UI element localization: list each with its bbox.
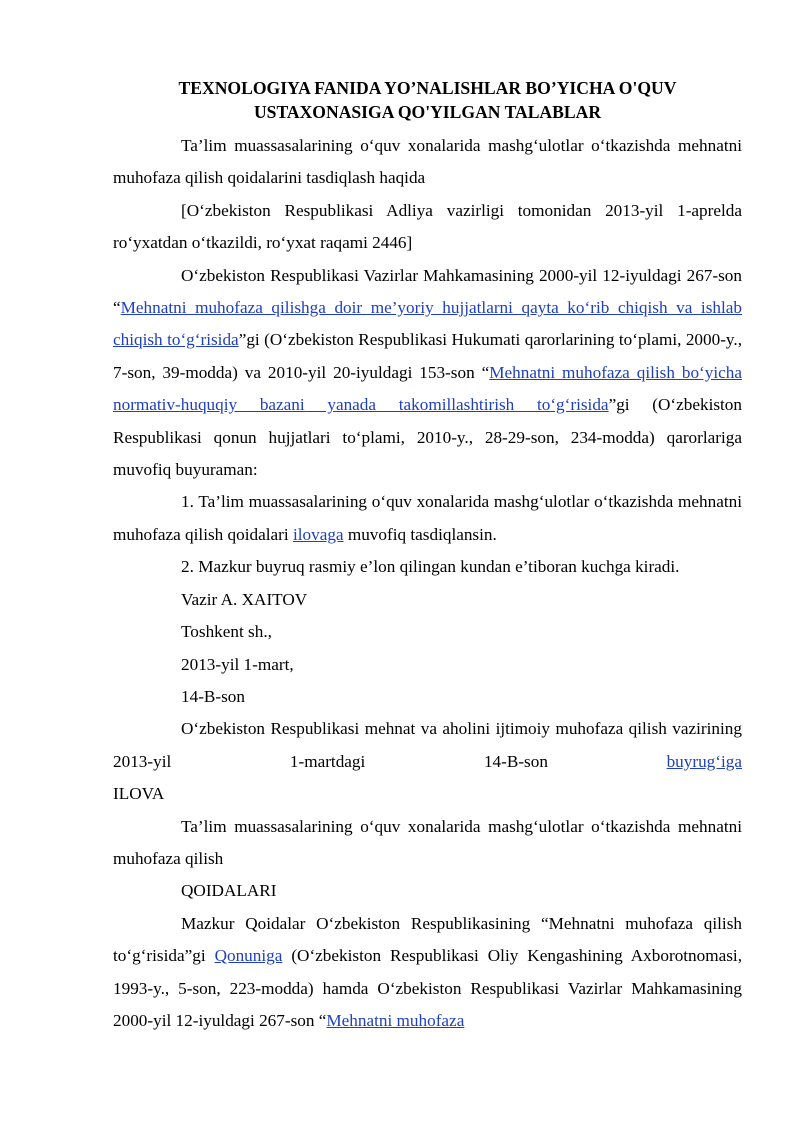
- appendix-ref-text: O‘zbekiston Respublikasi mehnat va aholini ijtimoiy muhofaza qilish vazirining 2013-yil 1-martdagi 14-B-son: [113, 719, 742, 771]
- paragraph-registration: [O‘zbekiston Respublikasi Adliya vazirligi tomonidan 2013-yil 1-aprelda ro‘yxatdan o‘tkazildi, ro‘yxat raqami 2446]: [113, 200, 742, 253]
- order-1-text-b: muvofiq tasdiqlansin.: [343, 524, 497, 544]
- basis-text-c: ”gi (O‘zbekiston Respublikasi qonun hujjatlari to‘plami, 2010-y., 28-29-son, 234-modda) qarorlariga muvofiq buyuraman:: [113, 395, 742, 480]
- link-law[interactable]: Qonuniga: [214, 946, 283, 966]
- paragraph-subject: Ta’lim muassasalarining o‘quv xonalarida mashg‘ulotlar o‘tkazishda mehnatni muhofaza qilish qoidalarini tasdiqlash haqida: [113, 136, 742, 188]
- signature-number: 14-B-son: [181, 686, 245, 706]
- title-line-1: TEXNOLOGIYA FANIDA YO’NALISHLAR BO’YICHA O'QUV: [178, 78, 677, 98]
- basis-text-a: O‘zbekiston Respublikasi Vazirlar Mahkamasining 2000-yil 12-iyuldagi 267-son “: [113, 265, 742, 318]
- link-resolution-267[interactable]: Mehnatni muhofaza qilishga doir me’yoriy hujjatlarni qayta ko‘rib chiqish va ishlab chiqish to‘g‘risida: [113, 298, 742, 350]
- paragraph-basis: [113, 260, 742, 487]
- paragraph-appendix-ref: [113, 713, 742, 778]
- basis-text-b: ”gi (O‘zbekiston Respublikasi Hukumati qarorlarining to‘plami, 2000-y., 7-son, 39-modda) va 2010-yil 20-iyuldagi 153-son “: [113, 330, 742, 382]
- paragraph-rules-intro: [113, 908, 742, 1038]
- paragraph-rules-subject: Ta’lim muassasalarining o‘quv xonalarida mashg‘ulotlar o‘tkazishda mehnatni muhofaza qilish: [113, 816, 742, 868]
- rules-intro-text-b: (O‘zbekiston Respublikasi Oliy Kengashining Axborotnomasi, 1993-y., 5-son, 223-modda) hamda O‘zbekiston Respublikasi Vazirlar Mahkamasining 2000-yil 12-iyuldagi 267-son “: [113, 946, 743, 1030]
- title-line-2: USTAXONASIGA QO'YILGAN TALABLAR: [253, 102, 602, 122]
- order-1-text-a: 1. Ta’lim muassasalarining o‘quv xonalarida mashg‘ulotlar o‘tkazishda mehnatni muhofaza qilish qoidalari: [113, 492, 742, 544]
- link-appendix[interactable]: ilovaga: [292, 524, 344, 544]
- link-order[interactable]: buyrug‘iga: [666, 751, 742, 771]
- rules-intro-text-a: Mazkur Qoidalar O‘zbekiston Respublikasining “Mehnatni muhofaza qilish to‘g‘risida”gi: [113, 913, 742, 966]
- paragraph-order-2: 2. Mazkur buyruq rasmiy e’lon qilingan kundan e’tiboran kuchga kiradi.: [181, 557, 680, 577]
- link-resolution-267-second[interactable]: Mehnatni muhofaza: [326, 1010, 465, 1030]
- link-resolution-153[interactable]: Mehnatni muhofaza qilish bo‘yicha normativ-huquqiy bazani yanada takomillashtirish to‘g‘risida: [113, 362, 743, 415]
- signature-city: Toshkent sh.,: [181, 622, 272, 642]
- signature-name: Vazir A. XAITOV: [181, 589, 308, 609]
- paragraph-order-1: [113, 486, 742, 551]
- appendix-label: ILOVA: [113, 784, 165, 804]
- document-title: [113, 76, 742, 124]
- signature-date: 2013-yil 1-mart,: [181, 654, 294, 674]
- rules-heading: QOIDALARI: [181, 881, 277, 901]
